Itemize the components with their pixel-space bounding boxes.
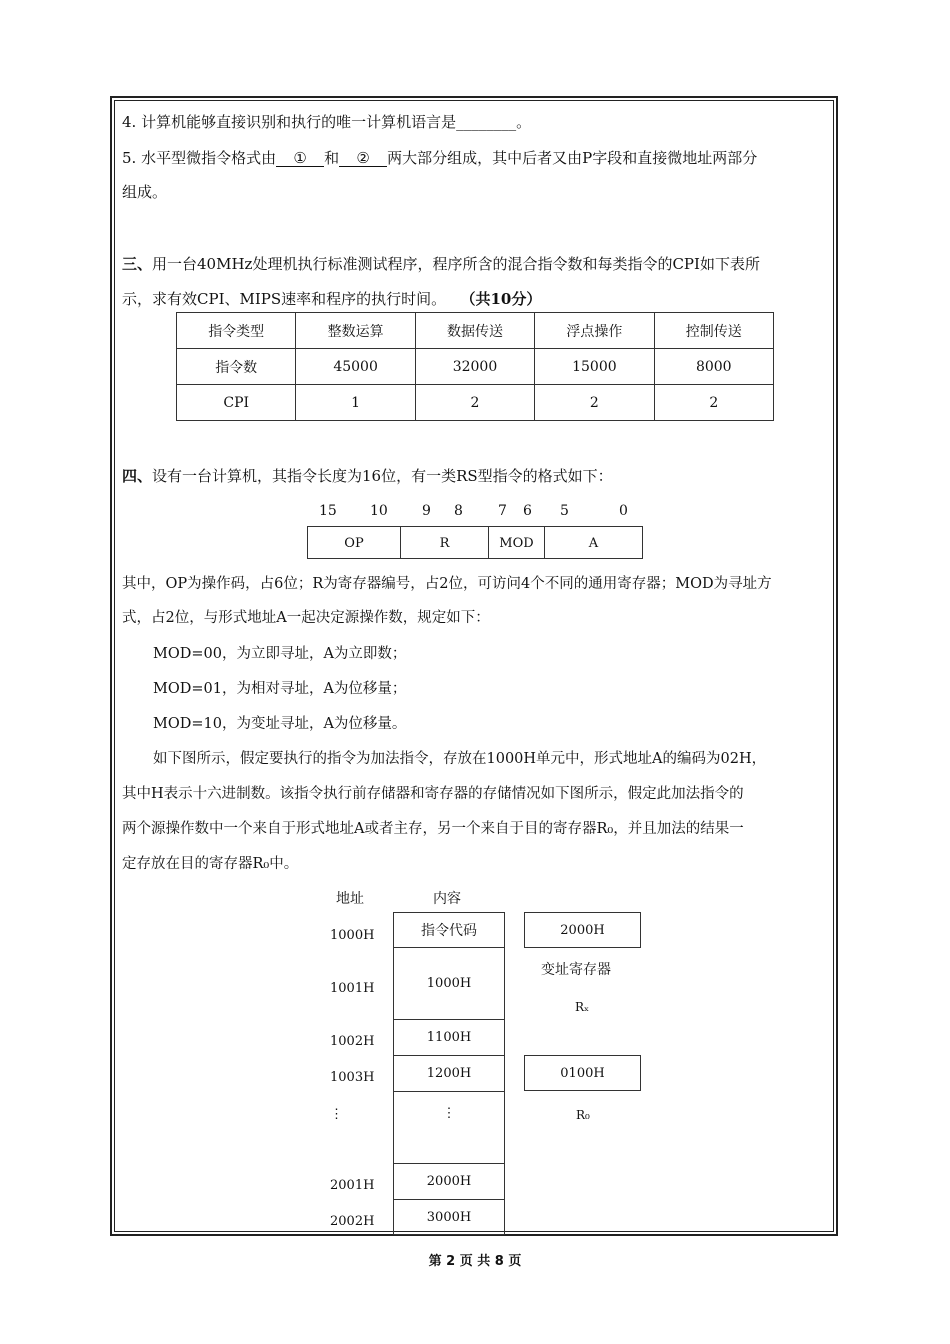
table-cell: 2 bbox=[535, 385, 654, 421]
index-register-box: 2000H bbox=[524, 912, 641, 948]
table-cell: 15000 bbox=[535, 349, 654, 385]
section-4-line1 bbox=[122, 466, 613, 486]
index-register-name: Rₓ bbox=[575, 1000, 590, 1014]
bit-label: 10 bbox=[370, 503, 388, 519]
question-5-part1: 5. 水平型微指令格式由 bbox=[122, 149, 277, 167]
section-3-text1: 用一台40MHz处理机执行标准测试程序，程序所含的混合指令数和每类指令的CPI如下表所 bbox=[152, 255, 760, 273]
section-4-text1: 设有一台计算机，其指令长度为16位，有一类RS型指令的格式如下： bbox=[152, 467, 613, 485]
question-5-blank1: ① bbox=[276, 150, 324, 167]
description-line3: 两个源操作数中一个来自于形式地址A或者主存，另一个来自于目的寄存器R₀，并且加法的结果一 bbox=[122, 821, 744, 837]
table-cell: CPI bbox=[177, 385, 296, 421]
table-header-cell: 浮点操作 bbox=[535, 313, 654, 349]
bit-label: 8 bbox=[454, 503, 463, 519]
bit-label: 6 bbox=[523, 503, 532, 519]
bit-label: 15 bbox=[319, 503, 337, 519]
section-3-score: （共10分） bbox=[460, 290, 542, 308]
memory-address: 1000H bbox=[330, 928, 375, 943]
index-register-label: 变址寄存器 bbox=[541, 962, 611, 978]
table-cell: 32000 bbox=[415, 349, 534, 385]
section-4-para1: 其中，OP为操作码，占6位；R为寄存器编号，占2位，可访问4个不同的通用寄存器；MOD为寻址方 bbox=[122, 576, 772, 592]
bit-label: 0 bbox=[619, 503, 628, 519]
question-4-end: 。 bbox=[516, 113, 532, 131]
memory-cell-ellipsis: ⋮ bbox=[393, 1091, 505, 1164]
description-line2: 其中H表示十六进制数。该指令执行前存储器和寄存器的存储情况如下图所示，假定此加法指令的 bbox=[122, 786, 744, 802]
mod-rule-00: MOD=00，为立即寻址，A为立即数； bbox=[153, 646, 407, 662]
memory-address: 1001H bbox=[330, 981, 375, 996]
memory-cell: 指令代码 bbox=[393, 912, 505, 948]
destination-register-box: 0100H bbox=[524, 1055, 641, 1091]
memory-address: 1003H bbox=[330, 1070, 375, 1085]
table-cell: 1 bbox=[296, 385, 415, 421]
section-4-number: 四、 bbox=[122, 467, 153, 485]
question-4-blank: ________ bbox=[456, 113, 517, 131]
table-cell: 2 bbox=[654, 385, 773, 421]
memory-address-ellipsis: ⋮ bbox=[330, 1107, 343, 1122]
section-3-number: 三、 bbox=[122, 255, 153, 273]
bit-label: 5 bbox=[560, 503, 569, 519]
table-header-cell: 整数运算 bbox=[296, 313, 415, 349]
question-5-blank2: ② bbox=[339, 150, 387, 167]
content-header: 内容 bbox=[433, 891, 461, 907]
field-mod: MOD bbox=[488, 526, 545, 559]
memory-address: 1002H bbox=[330, 1034, 375, 1049]
section-3-line1 bbox=[122, 254, 760, 274]
table-header-cell: 控制传送 bbox=[654, 313, 773, 349]
address-header: 地址 bbox=[336, 891, 364, 907]
field-op: OP bbox=[307, 526, 401, 559]
table-cell: 45000 bbox=[296, 349, 415, 385]
table-cell: 8000 bbox=[654, 349, 773, 385]
section-4-para2: 式，占2位，与形式地址A一起决定源操作数，规定如下： bbox=[122, 610, 490, 626]
table-header-row bbox=[177, 313, 774, 349]
question-5-part2: 和 bbox=[324, 149, 340, 167]
question-4-text: 4. 计算机能够直接识别和执行的唯一计算机语言是 bbox=[122, 113, 457, 131]
question-5 bbox=[122, 148, 757, 168]
table-cell: 指令数 bbox=[177, 349, 296, 385]
table-header-cell: 指令类型 bbox=[177, 313, 296, 349]
question-4 bbox=[122, 112, 531, 132]
mod-rule-10: MOD=10，为变址寻址，A为位移量。 bbox=[153, 716, 407, 732]
memory-cell: 1100H bbox=[393, 1019, 505, 1056]
table-row bbox=[177, 385, 774, 421]
question-5-part3: 两大部分组成，其中后者又由P字段和直接微地址两部分 bbox=[387, 149, 758, 167]
destination-register-name: R₀ bbox=[576, 1108, 590, 1122]
section-3-line2 bbox=[122, 289, 541, 309]
description-line1: 如下图所示，假定要执行的指令为加法指令，存放在1000H单元中，形式地址A的编码为02H， bbox=[153, 751, 767, 767]
table-header-cell: 数据传送 bbox=[415, 313, 534, 349]
memory-address: 2002H bbox=[330, 1214, 375, 1229]
bit-label: 9 bbox=[422, 503, 431, 519]
page-footer: 第 2 页 共 8 页 bbox=[428, 1254, 522, 1269]
memory-cell: 3000H bbox=[393, 1199, 505, 1235]
question-5-line2: 组成。 bbox=[122, 183, 168, 201]
memory-cell: 2000H bbox=[393, 1163, 505, 1200]
field-a: A bbox=[544, 526, 643, 559]
description-line4: 定存放在目的寄存器R₀中。 bbox=[122, 856, 299, 872]
memory-cell: 1200H bbox=[393, 1055, 505, 1092]
section-3-text2: 示，求有效CPI、MIPS速率和程序的执行时间。 bbox=[122, 290, 447, 308]
field-r: R bbox=[400, 526, 489, 559]
memory-cell: 1000H bbox=[393, 947, 505, 1020]
cpi-table bbox=[176, 312, 774, 421]
table-cell: 2 bbox=[415, 385, 534, 421]
mod-rule-01: MOD=01，为相对寻址，A为位移量； bbox=[153, 681, 407, 697]
bit-label: 7 bbox=[498, 503, 507, 519]
memory-address: 2001H bbox=[330, 1178, 375, 1193]
table-row bbox=[177, 349, 774, 385]
